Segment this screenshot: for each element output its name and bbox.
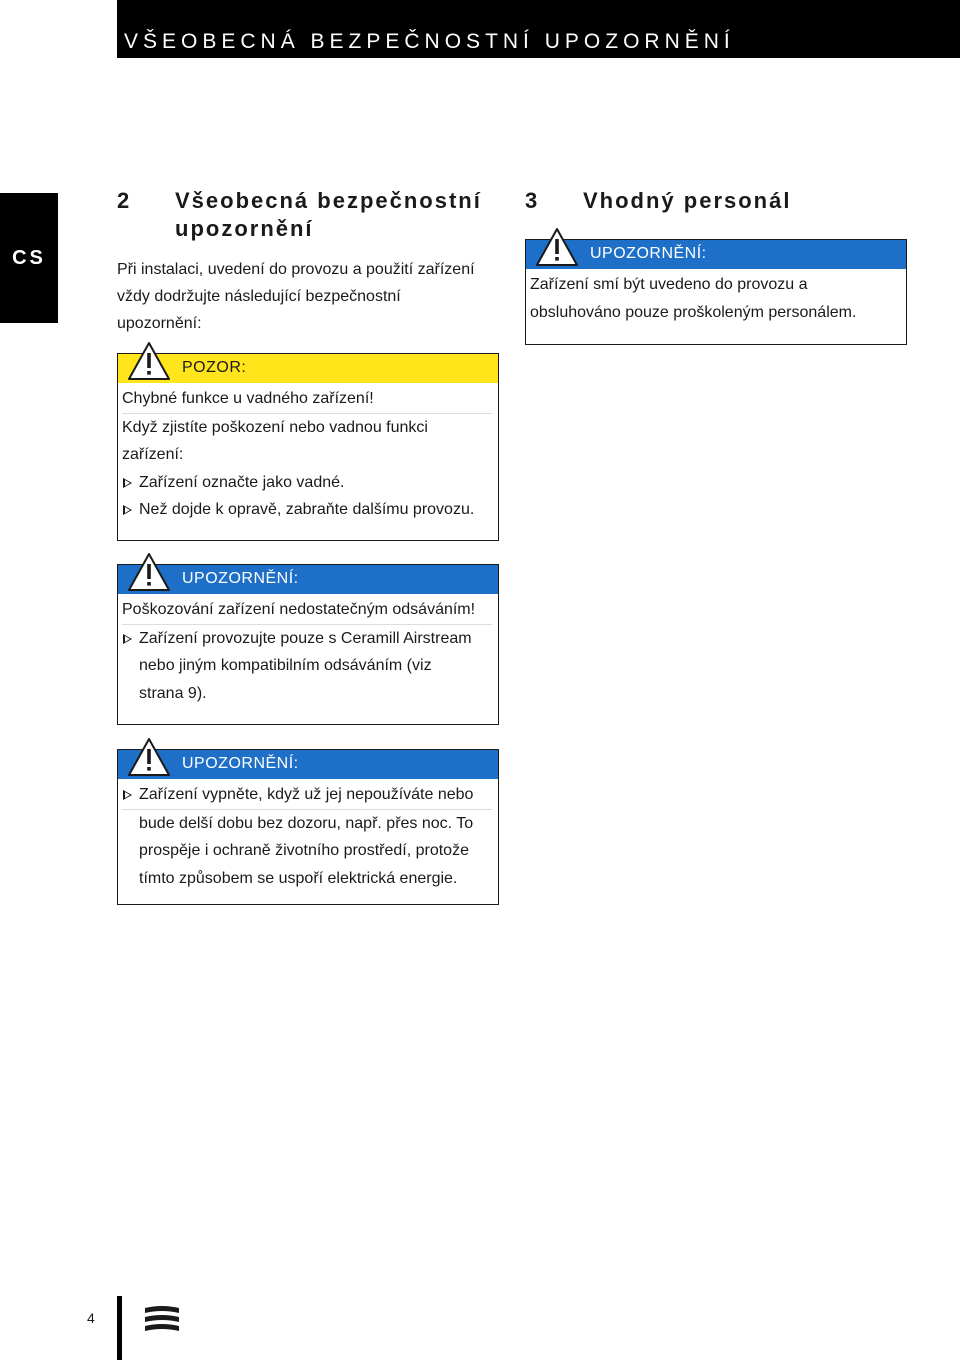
language-tab: CS [0, 193, 58, 323]
section-2-heading [117, 187, 507, 247]
notice-1-line: Poškozování zařízení nedostatečným odsáváním! [122, 596, 492, 625]
notice-content [530, 271, 900, 326]
notice-label: UPOZORNĚNÍ: [182, 755, 299, 772]
notice-band [526, 240, 906, 269]
notice-2-content [122, 781, 492, 892]
caution-line-3: zařízení: [122, 446, 184, 463]
section-3-heading [525, 187, 945, 217]
outline-triangle-bullet-icon [123, 478, 132, 488]
notice-line-2: obsluhováno pouze proškoleným personálem. [530, 303, 857, 321]
section-3-number: 3 [525, 188, 540, 213]
notice-2-bullet-text-2: bude delší dobu bez dozoru, např. přes noc. To [139, 814, 474, 832]
section-2-title-line-1: Všeobecná bezpečnostní [175, 188, 482, 213]
caution-bullet-1 [122, 469, 492, 497]
notice-label: UPOZORNĚNÍ: [590, 245, 707, 262]
caution-bullet-2-text: Než dojde k opravě, zabraňte dalšímu provozu. [139, 501, 475, 518]
section-2-number: 2 [117, 188, 132, 213]
notice-label: UPOZORNĚNÍ: [182, 570, 299, 587]
notice-1-bullet [122, 625, 492, 653]
notice-2-bullet-text-4: tímto způsobem se uspoří elektrická energie. [139, 869, 458, 887]
caution-box [117, 353, 499, 541]
header-title: VŠEOBECNÁ BEZPEČNOSTNÍ UPOZORNĚNÍ [124, 30, 735, 53]
footer-divider [117, 1296, 122, 1360]
outline-triangle-bullet-icon [123, 505, 132, 515]
section-3-notice-box [525, 239, 907, 345]
notice-box-1 [117, 564, 499, 725]
outline-triangle-bullet-icon [123, 790, 132, 800]
notice-2-bullet-text-3: prospěje i ochraně životního prostředí, protože [139, 842, 469, 859]
notice-2-bullet-text-1: Zařízení vypněte, když už jej nepoužíváte nebo [139, 786, 474, 803]
notice-1-bullet-text-2: nebo jiným kompatibilním odsáváním (viz [139, 657, 432, 674]
caution-bullet-2 [122, 496, 492, 524]
section-2-intro [117, 256, 507, 337]
outline-triangle-bullet-icon [123, 634, 132, 644]
notice-line-1: Zařízení smí být uvedeno do provozu a [530, 276, 808, 293]
intro-line-3: upozornění: [117, 315, 202, 332]
header-bar [117, 0, 960, 58]
page-number: 4 [87, 1310, 95, 1326]
warning-triangle-icon [126, 340, 172, 382]
notice-1-bullet-text-1: Zařízení provozujte pouze s Ceramill Airstream [139, 629, 472, 647]
caution-label: POZOR: [182, 359, 247, 376]
section-2-title [175, 187, 495, 243]
notice-1-bullet-text-3: strana 9). [139, 684, 207, 702]
notice-1-content [122, 596, 492, 707]
caution-bullet-1-text: Zařízení označte jako vadné. [139, 473, 345, 491]
caution-band [118, 354, 498, 383]
section-2-title-line-2: upozornění [175, 216, 314, 241]
brand-logo-icon [143, 1304, 181, 1336]
intro-line-2: vždy dodržujte následující bezpečnostní [117, 288, 401, 305]
notice-box-2 [117, 749, 499, 905]
warning-triangle-icon [534, 226, 580, 268]
warning-triangle-icon [126, 551, 172, 593]
notice-2-bullet [122, 781, 492, 810]
section-3-title: Vhodný personál [583, 188, 792, 213]
caution-content [122, 385, 492, 524]
notice-band [118, 750, 498, 779]
notice-band [118, 565, 498, 594]
intro-line-1: Při instalaci, uvedení do provozu a použití zařízení [117, 261, 475, 278]
warning-triangle-icon [126, 736, 172, 778]
caution-line-2: Když zjistíte poškození nebo vadnou funkci [122, 418, 428, 436]
caution-line-1: Chybné funkce u vadného zařízení! [122, 385, 492, 414]
